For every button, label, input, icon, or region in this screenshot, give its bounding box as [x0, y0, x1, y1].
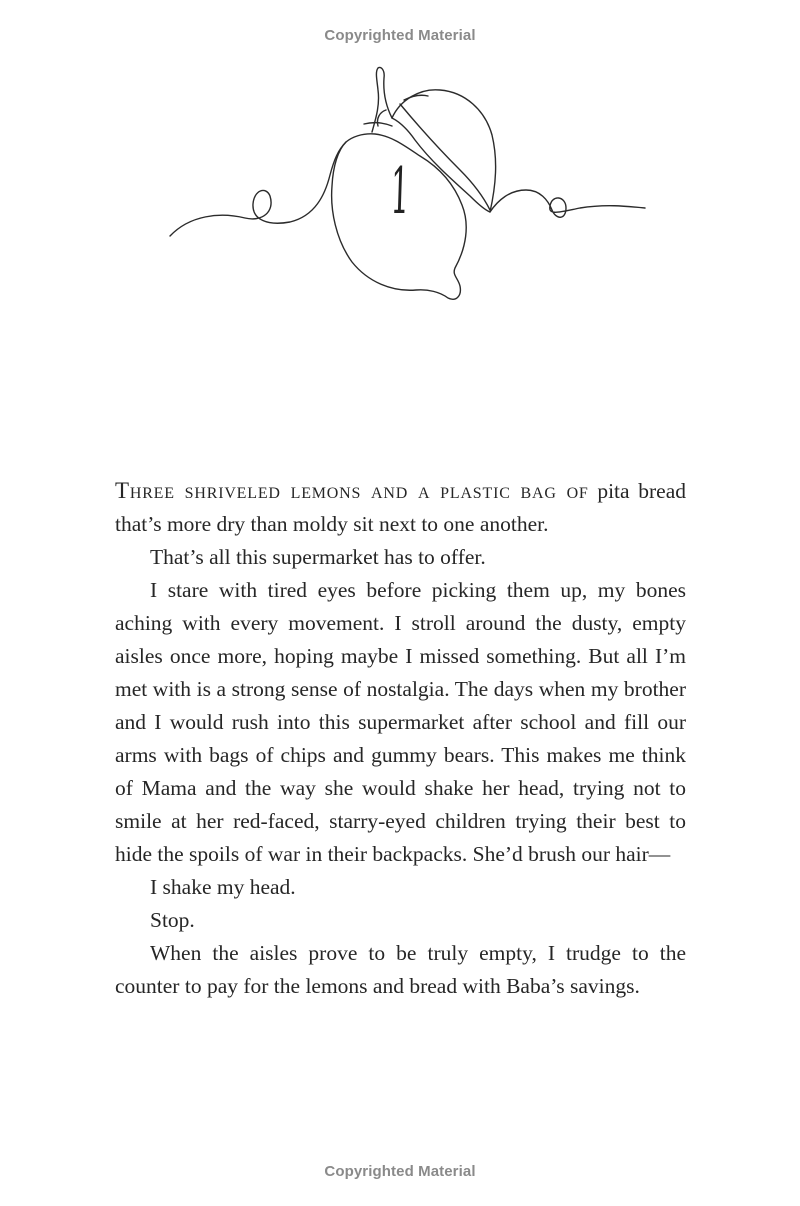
left-flourish-line	[170, 142, 346, 236]
opening-smallcaps: Three shriveled lemons and a plastic bag of	[115, 478, 589, 503]
paragraph-6: When the aisles prove to be truly empty, I trudge to the counter to pay for the lemons and bread with Baba’s savings.	[115, 941, 686, 998]
chapter-number: 1	[389, 155, 411, 229]
chapter-text	[115, 474, 686, 1003]
footer-copyright: Copyrighted Material	[324, 1163, 476, 1180]
paragraph-1-text: pita bread that’s more dry than moldy sit next to one another.	[115, 479, 686, 536]
paragraph-opening	[115, 474, 686, 541]
paragraph-3: I stare with tired eyes before picking them up, my bones aching with every movement. I stroll around the dusty, empty aisles once more, hoping maybe I missed something. But all I’m met with is a strong sense of nostalgia. The days when my brother and I would rush into this supermarket after school and fill our arms with bags of chips and gummy bears. This makes me think of Mama and the way she would shake her head, trying not to smile at her red-faced, starry-eyed children trying their best to hide the spoils of war in their backpacks. She’d brush our hair—	[115, 578, 686, 866]
header-copyright: Copyrighted Material	[324, 27, 476, 44]
paragraph-2: That’s all this supermarket has to offer.	[150, 545, 486, 569]
paragraph-5: Stop.	[150, 908, 195, 932]
right-flourish-line	[490, 190, 645, 217]
paragraph-4: I shake my head.	[150, 875, 296, 899]
